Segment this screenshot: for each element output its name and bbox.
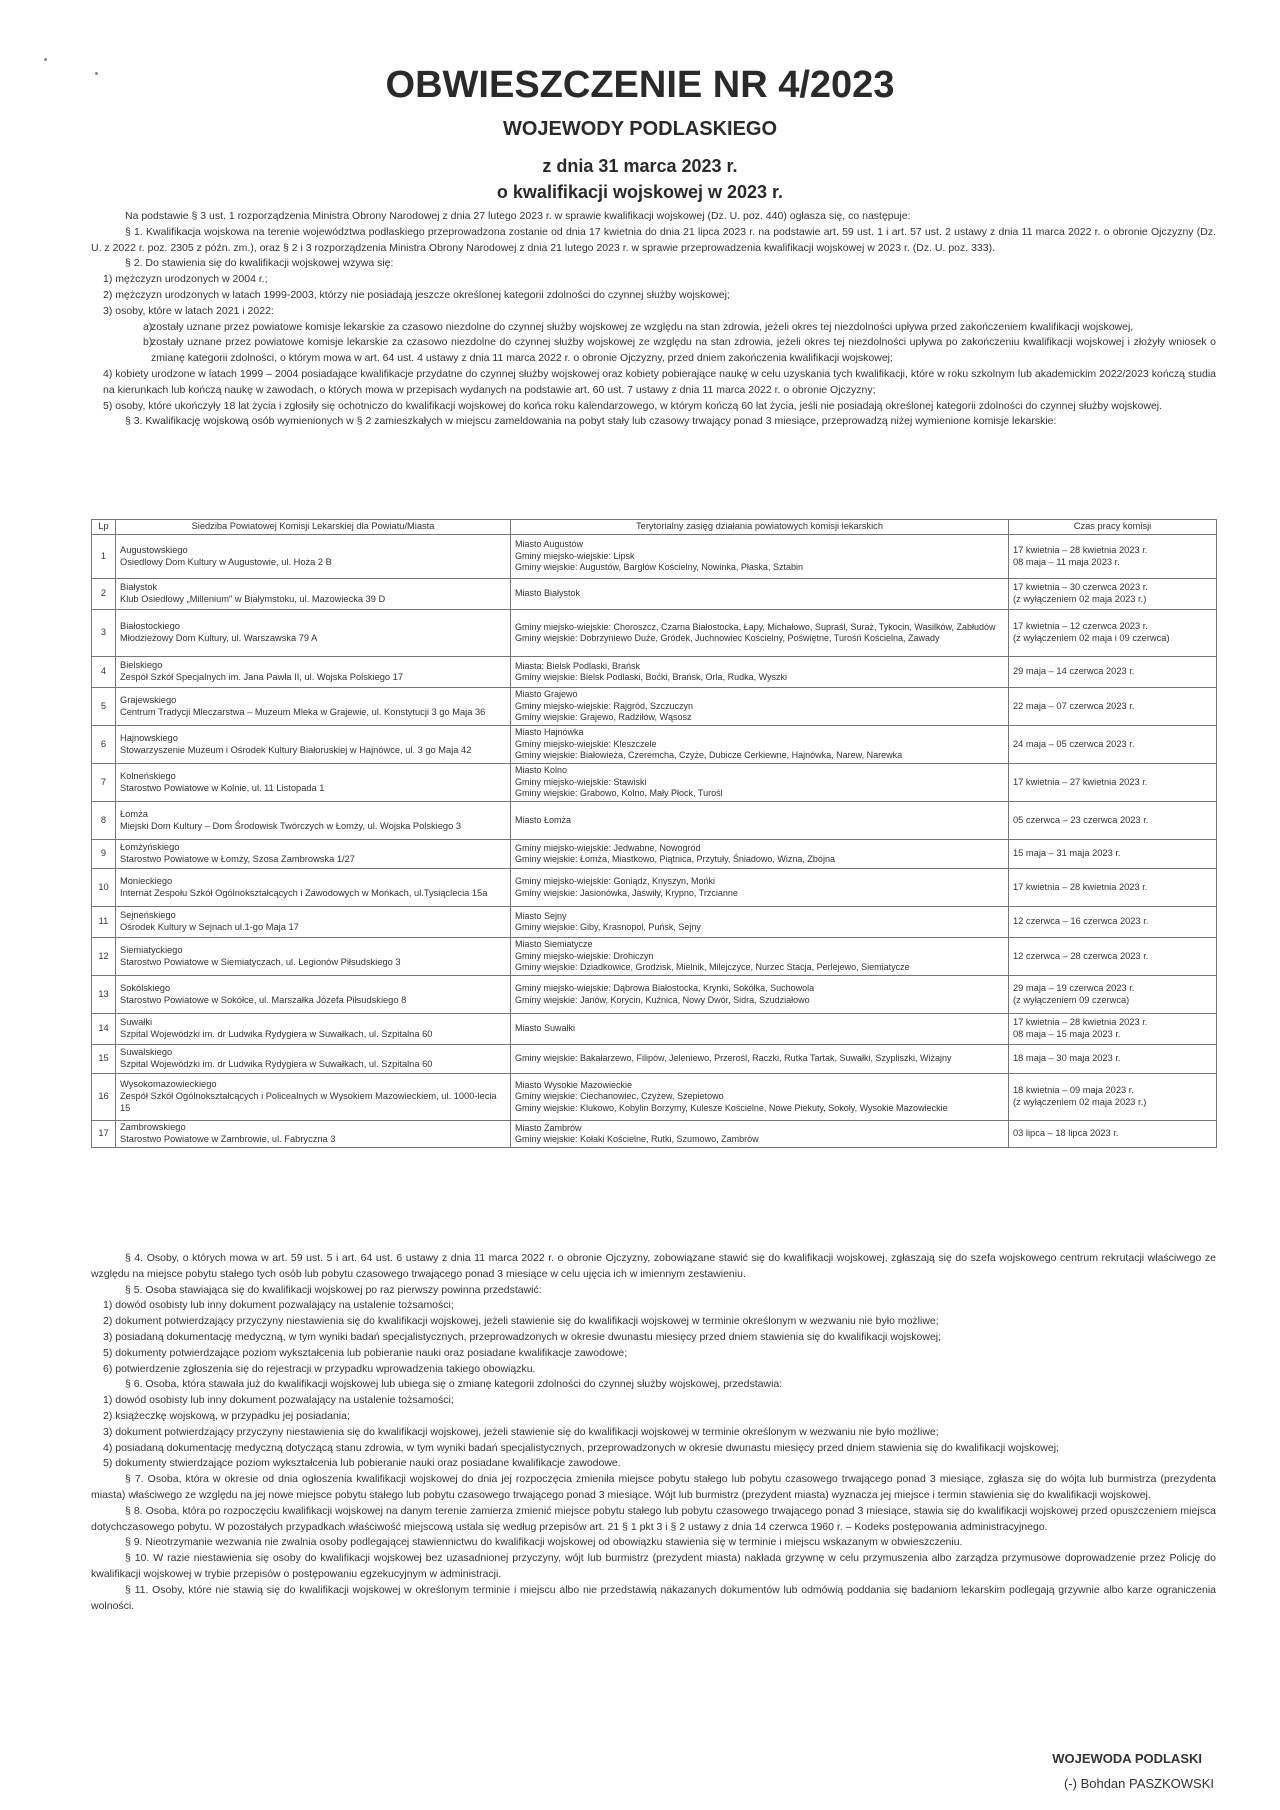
commission-seat: Starostwo Powiatowe w Siemiatyczach, ul. Legionów Piłsudskiego 3 <box>120 956 401 967</box>
county-name: Grajewskiego <box>120 694 177 705</box>
time-line: (z wyłączeniem 02 maja 2023 r.) <box>1013 594 1147 604</box>
county-name: Siemiatyckiego <box>120 944 183 955</box>
list-item: 6) potwierdzenie zgłoszenia się do rejestracji w przypadku wprowadzenia takiego obowiązku. <box>103 1362 536 1375</box>
time-line: 08 maja – 15 maja 2023 r. <box>1013 1029 1121 1039</box>
commission-seat-cell <box>116 726 511 764</box>
row-number: 11 <box>92 907 116 938</box>
sub-item <box>91 335 1216 367</box>
document-topic: o kwalifikacji wojskowej w 2023 r. <box>496 182 784 202</box>
county-name: Łomżyńskiego <box>120 842 180 853</box>
table-row <box>92 657 1217 688</box>
scope-line: Gminy wiejskie: Jasionówka, Jaświły, Krypno, Trzcianne <box>515 887 738 898</box>
table-row <box>92 764 1217 802</box>
scope-line: Gminy wiejskie: Bielsk Podlaski, Boćki, Brańsk, Orla, Rudka, Wyszki <box>515 672 787 682</box>
list-item: 1) dowód osobisty lub inny dokument pozwalający na ustalenie tożsamości; <box>103 1394 454 1407</box>
territorial-scope-cell <box>511 764 1009 802</box>
list-item: 2) książeczkę wojskową, w przypadku jej posiadania; <box>103 1409 350 1422</box>
commission-seat: Zespół Szkół Ogólnokształcących i Policealnych w Wysokiem Mazowieckiem, ul. 1000-lecia 15 <box>120 1091 497 1113</box>
time-line: 15 maja – 31 maja 2023 r. <box>1013 848 1121 859</box>
row-number: 14 <box>92 1014 116 1045</box>
paragraph-3: § 3. Kwalifikację wojskową osób wymienionych w § 2 zamieszkałych w miejscu zameldowania na pobyt stały lub czasowy trwający ponad 3 miesiące, przeprowadzą niżej wymienione komisje lekarskie: <box>125 415 1057 428</box>
time-line: 24 maja – 05 czerwca 2023 r. <box>1013 738 1135 749</box>
table-row <box>92 907 1217 938</box>
table-row <box>92 976 1217 1014</box>
commission-seat: Młodzieżowy Dom Kultury, ul. Warszawska 79 A <box>120 633 318 643</box>
scope-line: Gminy wiejskie: Dobrzyniewo Duże, Gródek, Juchnowiec Kościelny, Poświętne, Turośń Kościelna, Zawady <box>515 633 940 643</box>
commission-seat-cell <box>116 1045 511 1074</box>
paragraph-6: § 6. Osoba, która stawała już do kwalifikacji wojskowej lub ubiega się o zmianę kategorii zdolności do czynnej służby wojskowej, przedstawia: <box>125 1378 783 1391</box>
scope-line: Gminy miejsko-wiejskie: Jedwabne, Nowogród <box>515 842 701 853</box>
scope-line: Gminy miejsko-wiejskie: Choroszcz, Czarna Białostocka, Łapy, Michałowo, Supraśl, Suraż, Tykocin, Wasilków, Zabłudów <box>515 621 996 632</box>
territorial-scope-cell <box>511 579 1009 610</box>
territorial-scope-cell <box>511 610 1009 657</box>
list-item: 5) dokumenty stwierdzające poziom wykształcenia lub pobieranie nauki oraz posiadane kwalifikacje zawodowe. <box>103 1457 621 1470</box>
time-line: 08 maja – 11 maja 2023 r. <box>1013 556 1120 567</box>
row-number: 17 <box>92 1121 116 1148</box>
legal-basis: Na podstawie § 3 ust. 1 rozporządzenia Ministra Obrony Narodowej z dnia 27 lutego 2023 r. w sprawie kwalifikacji wojskowej (Dz. U. poz. 440) ogłasza się, co następuje: <box>125 210 911 222</box>
time-line: 17 kwietnia – 12 czerwca 2023 r. <box>1013 621 1148 632</box>
commission-seat-cell <box>116 535 511 579</box>
county-name: Monieckiego <box>120 875 173 886</box>
time-line: 17 kwietnia – 27 kwietnia 2023 r. <box>1013 776 1148 787</box>
county-name: Łomża <box>120 808 148 819</box>
sub-item <box>91 320 1216 336</box>
paragraph-1: § 1. Kwalifikacja wojskowa na terenie województwa podlaskiego przeprowadzona zostanie od dnia 17 kwietnia do dnia 21 lipca 2023 r. na podstawie art. 59 ust. 1 i art. 57 ust. 2 ustawy z dnia 11 marca 2022 r. o obronie Ojczyzny (Dz. U. z 2022 r. poz. 2305 z późn. zm.), oraz § 2 i 3 rozporządzenia Ministra Obrony Narodowej z dnia 21 lutego 2023 r. w sprawie przeprowadzenia kwalifikacji wojskowej w 2023 r. (Dz. U. poz. 333). <box>91 225 1216 254</box>
scope-line: Miasto Białystok <box>515 588 581 599</box>
county-name: Sejneńskiego <box>120 910 176 921</box>
table-row <box>92 840 1217 869</box>
row-number: 8 <box>92 802 116 840</box>
sub-marker: a) <box>143 320 153 333</box>
closing-section <box>91 1251 1216 1614</box>
working-time-cell <box>1009 579 1217 610</box>
scope-line: Gminy miejsko-wiejskie: Stawiski <box>515 776 647 787</box>
commission-seat: Starostwo Powiatowe w Zambrowie, ul. Fabryczna 3 <box>120 1134 336 1144</box>
scope-line: Gminy wiejskie: Białowieża, Czeremcha, Czyże, Dubicze Cerkiewne, Hajnówka, Narew, Narewka <box>515 750 903 761</box>
row-number: 7 <box>92 764 116 802</box>
working-time-cell <box>1009 840 1217 869</box>
list-item: 4) posiadaną dokumentację medyczną dotyczącą stanu zdrowia, w tym wyniki badań specjalistycznych, przeprowadzonych w okresie dwunastu miesięcy przed dniem stawienia się do kwalifikacji wojskowej; <box>103 1441 1059 1454</box>
time-line: 17 kwietnia – 30 czerwca 2023 r. <box>1013 582 1148 593</box>
column-header: Lp <box>92 520 116 535</box>
working-time-cell <box>1009 610 1217 657</box>
commission-seat-cell <box>116 610 511 657</box>
county-name: Bielskiego <box>120 660 163 671</box>
scope-line: Miasto Augustów <box>515 539 584 550</box>
territorial-scope-cell <box>511 688 1009 726</box>
row-number: 3 <box>92 610 116 657</box>
working-time-cell <box>1009 1121 1217 1148</box>
commission-seat: Klub Osiedlowy „Millenium" w Białymstoku, ul. Mazowiecka 39 D <box>120 594 386 604</box>
list-item: 3) dokument potwierdzający przyczyny niestawienia się do kwalifikacji wojskowej, jeżeli stawienie się do kwalifikacji wojskowej w terminie określonym w wezwaniu nie było możliwe; <box>103 1425 939 1438</box>
row-number: 12 <box>92 938 116 976</box>
row-number: 15 <box>92 1045 116 1074</box>
territorial-scope-cell <box>511 726 1009 764</box>
scope-line: Gminy wiejskie: Janów, Korycin, Kuźnica, Nowy Dwór, Sidra, Szudziałowo <box>515 994 810 1005</box>
scope-line: Gminy wiejskie: Dziadkowice, Grodzisk, Mielnik, Milejczyce, Nurzec Stacja, Perlejewo, Siemiatycze <box>515 962 910 973</box>
scope-line: Miasto Siemiatycze <box>515 939 593 950</box>
scan-speck <box>44 58 47 61</box>
table-row <box>92 579 1217 610</box>
signature-title: WOJEWODA PODLASKI <box>1052 1751 1202 1766</box>
working-time-cell <box>1009 869 1217 907</box>
territorial-scope-cell <box>511 1074 1009 1121</box>
table-row <box>92 726 1217 764</box>
commission-seat-cell <box>116 579 511 610</box>
working-time-cell <box>1009 535 1217 579</box>
list-item: 3) osoby, które w latach 2021 i 2022: <box>103 304 274 317</box>
paragraph-11: § 11. Osoby, które nie stawią się do kwalifikacji wojskowej w określonym terminie i miejscu albo nie przedstawią nakazanych dokumentów lub odmówią poddania się badaniom lekarskim podlegają grzywnie albo karze ograniczenia wolności. <box>91 1583 1216 1612</box>
time-line: 12 czerwca – 16 czerwca 2023 r. <box>1013 916 1149 927</box>
scope-line: Miasto Grajewo <box>515 689 578 700</box>
column-header: Czas pracy komisji <box>1009 520 1217 535</box>
territorial-scope-cell <box>511 1014 1009 1045</box>
row-number: 13 <box>92 976 116 1014</box>
commission-seat-cell <box>116 869 511 907</box>
working-time-cell <box>1009 1074 1217 1121</box>
document-title: OBWIESZCZENIE NR 4/2023 <box>385 64 895 106</box>
table-row <box>92 1074 1217 1121</box>
commission-seat-cell <box>116 1014 511 1045</box>
list-item: 3) posiadaną dokumentację medyczną, w tym wyniki badań specjalistycznych, przeprowadzonych w okresie dwunastu miesięcy przed dniem stawienia się do kwalifikacji wojskowej; <box>103 1330 942 1343</box>
working-time-cell <box>1009 764 1217 802</box>
scope-line: Gminy miejsko-wiejskie: Drohiczyn <box>515 950 654 961</box>
list-item: 2) mężczyzn urodzonych w latach 1999-2003, którzy nie posiadają jeszcze określonej kategorii zdolności do czynnej służby wojskowej; <box>103 288 730 301</box>
county-name: Kolneńskiego <box>120 770 176 781</box>
commission-seat: Starostwo Powiatowe w Kolnie, ul. 11 Listopada 1 <box>120 782 325 793</box>
time-line: 18 kwietnia – 09 maja 2023 r. <box>1013 1085 1134 1096</box>
time-line: 05 czerwca – 23 czerwca 2023 r. <box>1013 814 1149 825</box>
column-header: Siedziba Powiatowej Komisji Lekarskiej dla Powiatu/Miasta <box>116 520 511 535</box>
commission-seat: Ośrodek Kultury w Sejnach ul.1-go Maja 17 <box>120 922 299 932</box>
county-name: Wysokomazowieckiego <box>120 1079 217 1090</box>
commission-seat: Szpital Wojewódzki im. dr Ludwika Rydygiera w Suwałkach, ul. Szpitalna 60 <box>120 1029 433 1039</box>
column-header: Terytorialny zasięg działania powiatowych komisji lekarskich <box>511 520 1009 535</box>
row-number: 2 <box>92 579 116 610</box>
working-time-cell <box>1009 1045 1217 1074</box>
scope-line: Gminy wiejskie: Giby, Krasnopol, Puńsk, Sejny <box>515 922 701 932</box>
scope-line: Miasto Suwałki <box>515 1023 576 1034</box>
row-number: 5 <box>92 688 116 726</box>
county-name: Zambrowskiego <box>120 1122 186 1133</box>
territorial-scope-cell <box>511 802 1009 840</box>
scope-line: Miasto Sejny <box>515 910 567 921</box>
paragraph-10: § 10. W razie niestawienia się osoby do kwalifikacji wojskowej bez uzasadnionej przyczyny, wójt lub burmistrz (prezydent miasta) nakłada grzywnę w celu przymuszenia albo zarządza przymusowe doprowadzenie przez Policję do kwalifikacji wojskowej w trybie przepisów o postępowaniu egzekucyjnym w administracji. <box>91 1552 1216 1580</box>
list-item: 2) dokument potwierdzający przyczyny niestawienia się do kwalifikacji wojskowej, jeżeli stawienie się do kwalifikacji wojskowej w terminie określonym w wezwaniu nie było możliwe; <box>103 1315 939 1328</box>
commission-seat-cell <box>116 688 511 726</box>
scope-line: Miasta: Bielsk Podlaski, Brańsk <box>515 660 641 671</box>
table-row <box>92 1014 1217 1045</box>
working-time-cell <box>1009 726 1217 764</box>
scope-line: Miasto Wysokie Mazowieckie <box>515 1079 632 1090</box>
working-time-cell <box>1009 688 1217 726</box>
commission-seat-cell <box>116 976 511 1014</box>
scope-line: Gminy miejsko-wiejskie: Goniądz, Knyszyn, Mońki <box>515 876 716 887</box>
commission-seat: Zespół Szkół Specjalnych im. Jana Pawła II, ul. Wojska Polskiego 17 <box>120 672 404 682</box>
territorial-scope-cell <box>511 840 1009 869</box>
table-row <box>92 869 1217 907</box>
commission-seat: Internat Zespołu Szkół Ogólnokształcących i Zawodowych w Mońkach, ul.Tysiąclecia 15a <box>120 887 488 898</box>
commissions-table <box>91 519 1217 1148</box>
row-number: 6 <box>92 726 116 764</box>
paragraph-7: § 7. Osoba, która w okresie od dnia ogłoszenia kwalifikacji wojskowej do dnia jej rozpoczęcia zmieniła miejsce pobytu stałego lub pobytu czasowego trwającego ponad 3 miesiące, zgłasza się do wójta lub burmistrza (prezydenta miasta) właściwego ze względu na jej nowe miejsce pobytu stałego lub pobytu czasowego trwającego ponad 3 miesiące. Wójt lub burmistrz (prezydent miasta) wyznacza jej miejsce i termin stawienia się do kwalifikacji wojskowej. <box>91 1473 1216 1501</box>
scope-line: Gminy miejsko-wiejskie: Dąbrowa Białostocka, Krynki, Sokółka, Suchowola <box>515 983 815 994</box>
scope-line: Gminy wiejskie: Grabowo, Kolno, Mały Płock, Turośl <box>515 788 723 799</box>
commission-seat: Starostwo Powiatowe w Sokółce, ul. Marszałka Józefa Piłsudskiego 8 <box>120 994 407 1005</box>
working-time-cell <box>1009 1014 1217 1045</box>
row-number: 10 <box>92 869 116 907</box>
table-row <box>92 938 1217 976</box>
list-item: 4) kobiety urodzone w latach 1999 – 2004 posiadające kwalifikacje przydatne do czynnej służby wojskowej oraz kobiety pobierające naukę w celu uzyskania tych kwalifikacji, które w roku szkolnym lub akademickim 2022/2023 kończą studia na kierunkach lub kończą naukę w zawodach, o których mowa w przepisach wydanych na podstawie art. 60 ust. 7 ustawy z dnia 11 marca 2022 r. o obronie Ojczyzny; <box>103 367 1216 396</box>
scope-line: Gminy wiejskie: Łomża, Miastkowo, Piątnica, Przytuły, Śniadowo, Wizna, Zbójna <box>515 854 835 864</box>
county-name: Białostockiego <box>120 621 180 632</box>
row-number: 9 <box>92 840 116 869</box>
scope-line: Gminy wiejskie: Bakałarzewo, Filipów, Jeleniewo, Przerośl, Raczki, Rutka Tartak, Suwałki, Szypliszki, Wiżajny <box>515 1053 952 1064</box>
scope-line: Gminy wiejskie: Ciechanowiec, Czyżew, Szepietowo <box>515 1091 724 1102</box>
list-item: 5) osoby, które ukończyły 18 lat życia i zgłosiły się ochotniczo do kwalifikacji wojskowej do końca roku kalendarzowego, w którym kończą 60 lat życia, jeśli nie posiadają określonej kategorii zdolności do czynnej służby wojskowej. <box>103 399 1163 412</box>
scope-line: Miasto Hajnówka <box>515 727 584 738</box>
paragraph-4: § 4. Osoby, o których mowa w art. 59 ust. 5 i art. 64 ust. 6 ustawy z dnia 11 marca 2022 r. o obronie Ojczyzny, zobowiązane stawić się do kwalifikacji wojskowej, zgłaszają się do szefa wojskowego centrum rekrutacji właściwego ze względu na miejsce pobytu stałego tych osób lub pobytu czasowego trwającego ponad 3 miesiące w celu ujęcia ich w imiennym zestawieniu. <box>91 1252 1216 1280</box>
scope-line: Gminy miejsko-wiejskie: Rajgród, Szczuczyn <box>515 700 694 711</box>
commission-seat-cell <box>116 907 511 938</box>
county-name: Suwalskiego <box>120 1047 173 1058</box>
territorial-scope-cell <box>511 976 1009 1014</box>
document-subtitle: WOJEWODY PODLASKIEGO <box>502 118 778 140</box>
paragraph-5: § 5. Osoba stawiająca się do kwalifikacji wojskowej po raz pierwszy powinna przedstawić: <box>125 1283 542 1296</box>
sub-marker: b) <box>143 336 153 349</box>
time-line: (z wyłączeniem 09 czerwca) <box>1013 994 1130 1005</box>
paragraph-8: § 8. Osoba, która po rozpoczęciu kwalifikacji wojskowej na danym terenie zamierza zmienić miejsce pobytu stałego lub pobytu czasowego trwającego ponad 3 miesiące, stawia się do kwalifikacji wojskowej przed opuszczeniem miejsca dotychczasowego pobytu. W pozostałych przypadkach właściwość miejscową ustala się według przepisów art. 21 § 1 pkt 3 i § 2 ustawy z dnia 14 czerwca 1960 r. – Kodeks postępowania administracyjnego. <box>91 1504 1216 1533</box>
territorial-scope-cell <box>511 1045 1009 1074</box>
time-line: 12 czerwca – 28 czerwca 2023 r. <box>1013 950 1149 961</box>
commission-seat-cell <box>116 938 511 976</box>
county-name: Suwałki <box>120 1017 153 1028</box>
time-line: 22 maja – 07 czerwca 2023 r. <box>1013 700 1135 711</box>
paragraph-9: § 9. Nieotrzymanie wezwania nie zwalnia osoby podlegającej stawiennictwu do kwalifikacji wojskowej od obowiązku stawienia się w terminie i miejscu wskazanym w obwieszczeniu. <box>125 1536 963 1549</box>
territorial-scope-cell <box>511 869 1009 907</box>
paragraph-2: § 2. Do stawienia się do kwalifikacji wojskowej wzywa się: <box>125 257 394 270</box>
commission-seat-cell <box>116 1074 511 1121</box>
list-item: 1) dowód osobisty lub inny dokument pozwalający na ustalenie tożsamości; <box>103 1299 454 1312</box>
table-body <box>92 535 1217 1148</box>
working-time-cell <box>1009 657 1217 688</box>
sub-item-text: zostały uznane przez powiatowe komisje lekarskie za czasowo niezdolne do czynnej służby wojskowej ze względu na stan zdrowia, jeżeli okres tej niezdolności upływa po zakończeniu kwalifikacji wojskowej i złożyły wniosek o zmianę kategorii zdolności, o którym mowa w art. 64 ust. 4 ustawy z dnia 11 marca 2022 r. o obronie Ojczyzny, przed dniem zakończenia kwalifikacji wojskowej; <box>151 336 1216 365</box>
commission-seat-cell <box>116 657 511 688</box>
territorial-scope-cell <box>511 535 1009 579</box>
scope-line: Miasto Łomża <box>515 814 572 825</box>
time-line: 17 kwietnia – 28 kwietnia 2023 r. <box>1013 1017 1148 1028</box>
county-name: Białystok <box>120 582 158 593</box>
working-time-cell <box>1009 802 1217 840</box>
working-time-cell <box>1009 907 1217 938</box>
commission-seat: Starostwo Powiatowe w Łomży, Szosa Zambrowska 1/27 <box>120 854 355 864</box>
commission-seat-cell <box>116 1121 511 1148</box>
county-name: Sokólskiego <box>120 982 171 993</box>
working-time-cell <box>1009 976 1217 1014</box>
list-item: 1) mężczyzn urodzonych w 2004 r.; <box>103 273 268 286</box>
table-row <box>92 1045 1217 1074</box>
table-row <box>92 802 1217 840</box>
territorial-scope-cell <box>511 907 1009 938</box>
county-name: Hajnowskiego <box>120 732 178 743</box>
intro-section <box>91 209 1216 430</box>
time-line: 29 maja – 19 czerwca 2023 r. <box>1013 982 1135 993</box>
table-row <box>92 535 1217 579</box>
territorial-scope-cell <box>511 938 1009 976</box>
time-line: 03 lipca – 18 lipca 2023 r. <box>1013 1128 1119 1139</box>
table-row <box>92 610 1217 657</box>
territorial-scope-cell <box>511 657 1009 688</box>
commission-seat: Szpital Wojewódzki im. dr Ludwika Rydygiera w Suwałkach, ul. Szpitalna 60 <box>120 1059 433 1069</box>
document-date: z dnia 31 marca 2023 r. <box>542 156 738 176</box>
commission-seat: Miejski Dom Kultury – Dom Środowisk Twórczych w Łomży, ul. Wojska Polskiego 3 <box>120 820 461 831</box>
time-line: 18 maja – 30 maja 2023 r. <box>1013 1053 1121 1064</box>
time-line: (z wyłączeniem 02 maja 2023 r.) <box>1013 1097 1147 1107</box>
scope-line: Miasto Zambrów <box>515 1122 582 1133</box>
county-name: Augustowskiego <box>120 544 188 555</box>
working-time-cell <box>1009 938 1217 976</box>
table-header-row <box>92 520 1217 535</box>
table-row <box>92 1121 1217 1148</box>
signature-name: (-) Bohdan PASZKOWSKI <box>1063 1776 1214 1791</box>
commission-seat-cell <box>116 802 511 840</box>
scope-line: Gminy wiejskie: Klukowo, Kobylin Borzymy, Kulesze Kościelne, Nowe Piekuty, Sokoły, Wysokie Mazowieckie <box>515 1102 948 1113</box>
scope-line: Gminy wiejskie: Kołaki Kościelne, Rutki, Szumowo, Zambrów <box>515 1134 759 1144</box>
commission-seat-cell <box>116 764 511 802</box>
territorial-scope-cell <box>511 1121 1009 1148</box>
list-item: 5) dokumenty potwierdzające poziom wykształcenia lub pobieranie nauki oraz posiadane kwalifikacje zawodowe; <box>103 1346 628 1359</box>
row-number: 4 <box>92 657 116 688</box>
time-line: 29 maja – 14 czerwca 2023 r. <box>1013 666 1135 677</box>
commission-seat: Osiedlowy Dom Kultury w Augustowie, ul. Hoża 2 B <box>120 556 332 567</box>
commission-seat-cell <box>116 840 511 869</box>
time-line: (z wyłączeniem 02 maja i 09 czerwca) <box>1013 633 1170 643</box>
time-line: 17 kwietnia – 28 kwietnia 2023 r. <box>1013 881 1148 892</box>
table-row <box>92 688 1217 726</box>
scope-line: Miasto Kolno <box>515 765 568 776</box>
commission-seat: Stowarzyszenie Muzeum i Ośrodek Kultury Białoruskiej w Hajnówce, ul. 3 go Maja 42 <box>120 744 472 755</box>
scope-line: Gminy wiejskie: Augustów, Bargłów Kościelny, Nowinka, Płaska, Sztabin <box>515 562 803 573</box>
time-line: 17 kwietnia – 28 kwietnia 2023 r. <box>1013 544 1148 555</box>
commission-seat: Centrum Tradycji Mleczarstwa – Muzeum Mleka w Grajewie, ul. Konstytucji 3 go Maja 36 <box>120 706 486 717</box>
sub-item-text: zostały uznane przez powiatowe komisje lekarskie za czasowo niezdolne do czynnej służby wojskowej ze względu na stan zdrowia, jeżeli okres tej niezdolności upływa przed zakończeniem kwalifikacji wojskowej, <box>151 320 1134 333</box>
row-number: 16 <box>92 1074 116 1121</box>
scope-line: Gminy miejsko-wiejskie: Lipsk <box>515 550 635 561</box>
row-number: 1 <box>92 535 116 579</box>
scope-line: Gminy wiejskie: Grajewo, Radziłów, Wąsosz <box>515 712 692 723</box>
scope-line: Gminy miejsko-wiejskie: Kleszczele <box>515 738 657 749</box>
